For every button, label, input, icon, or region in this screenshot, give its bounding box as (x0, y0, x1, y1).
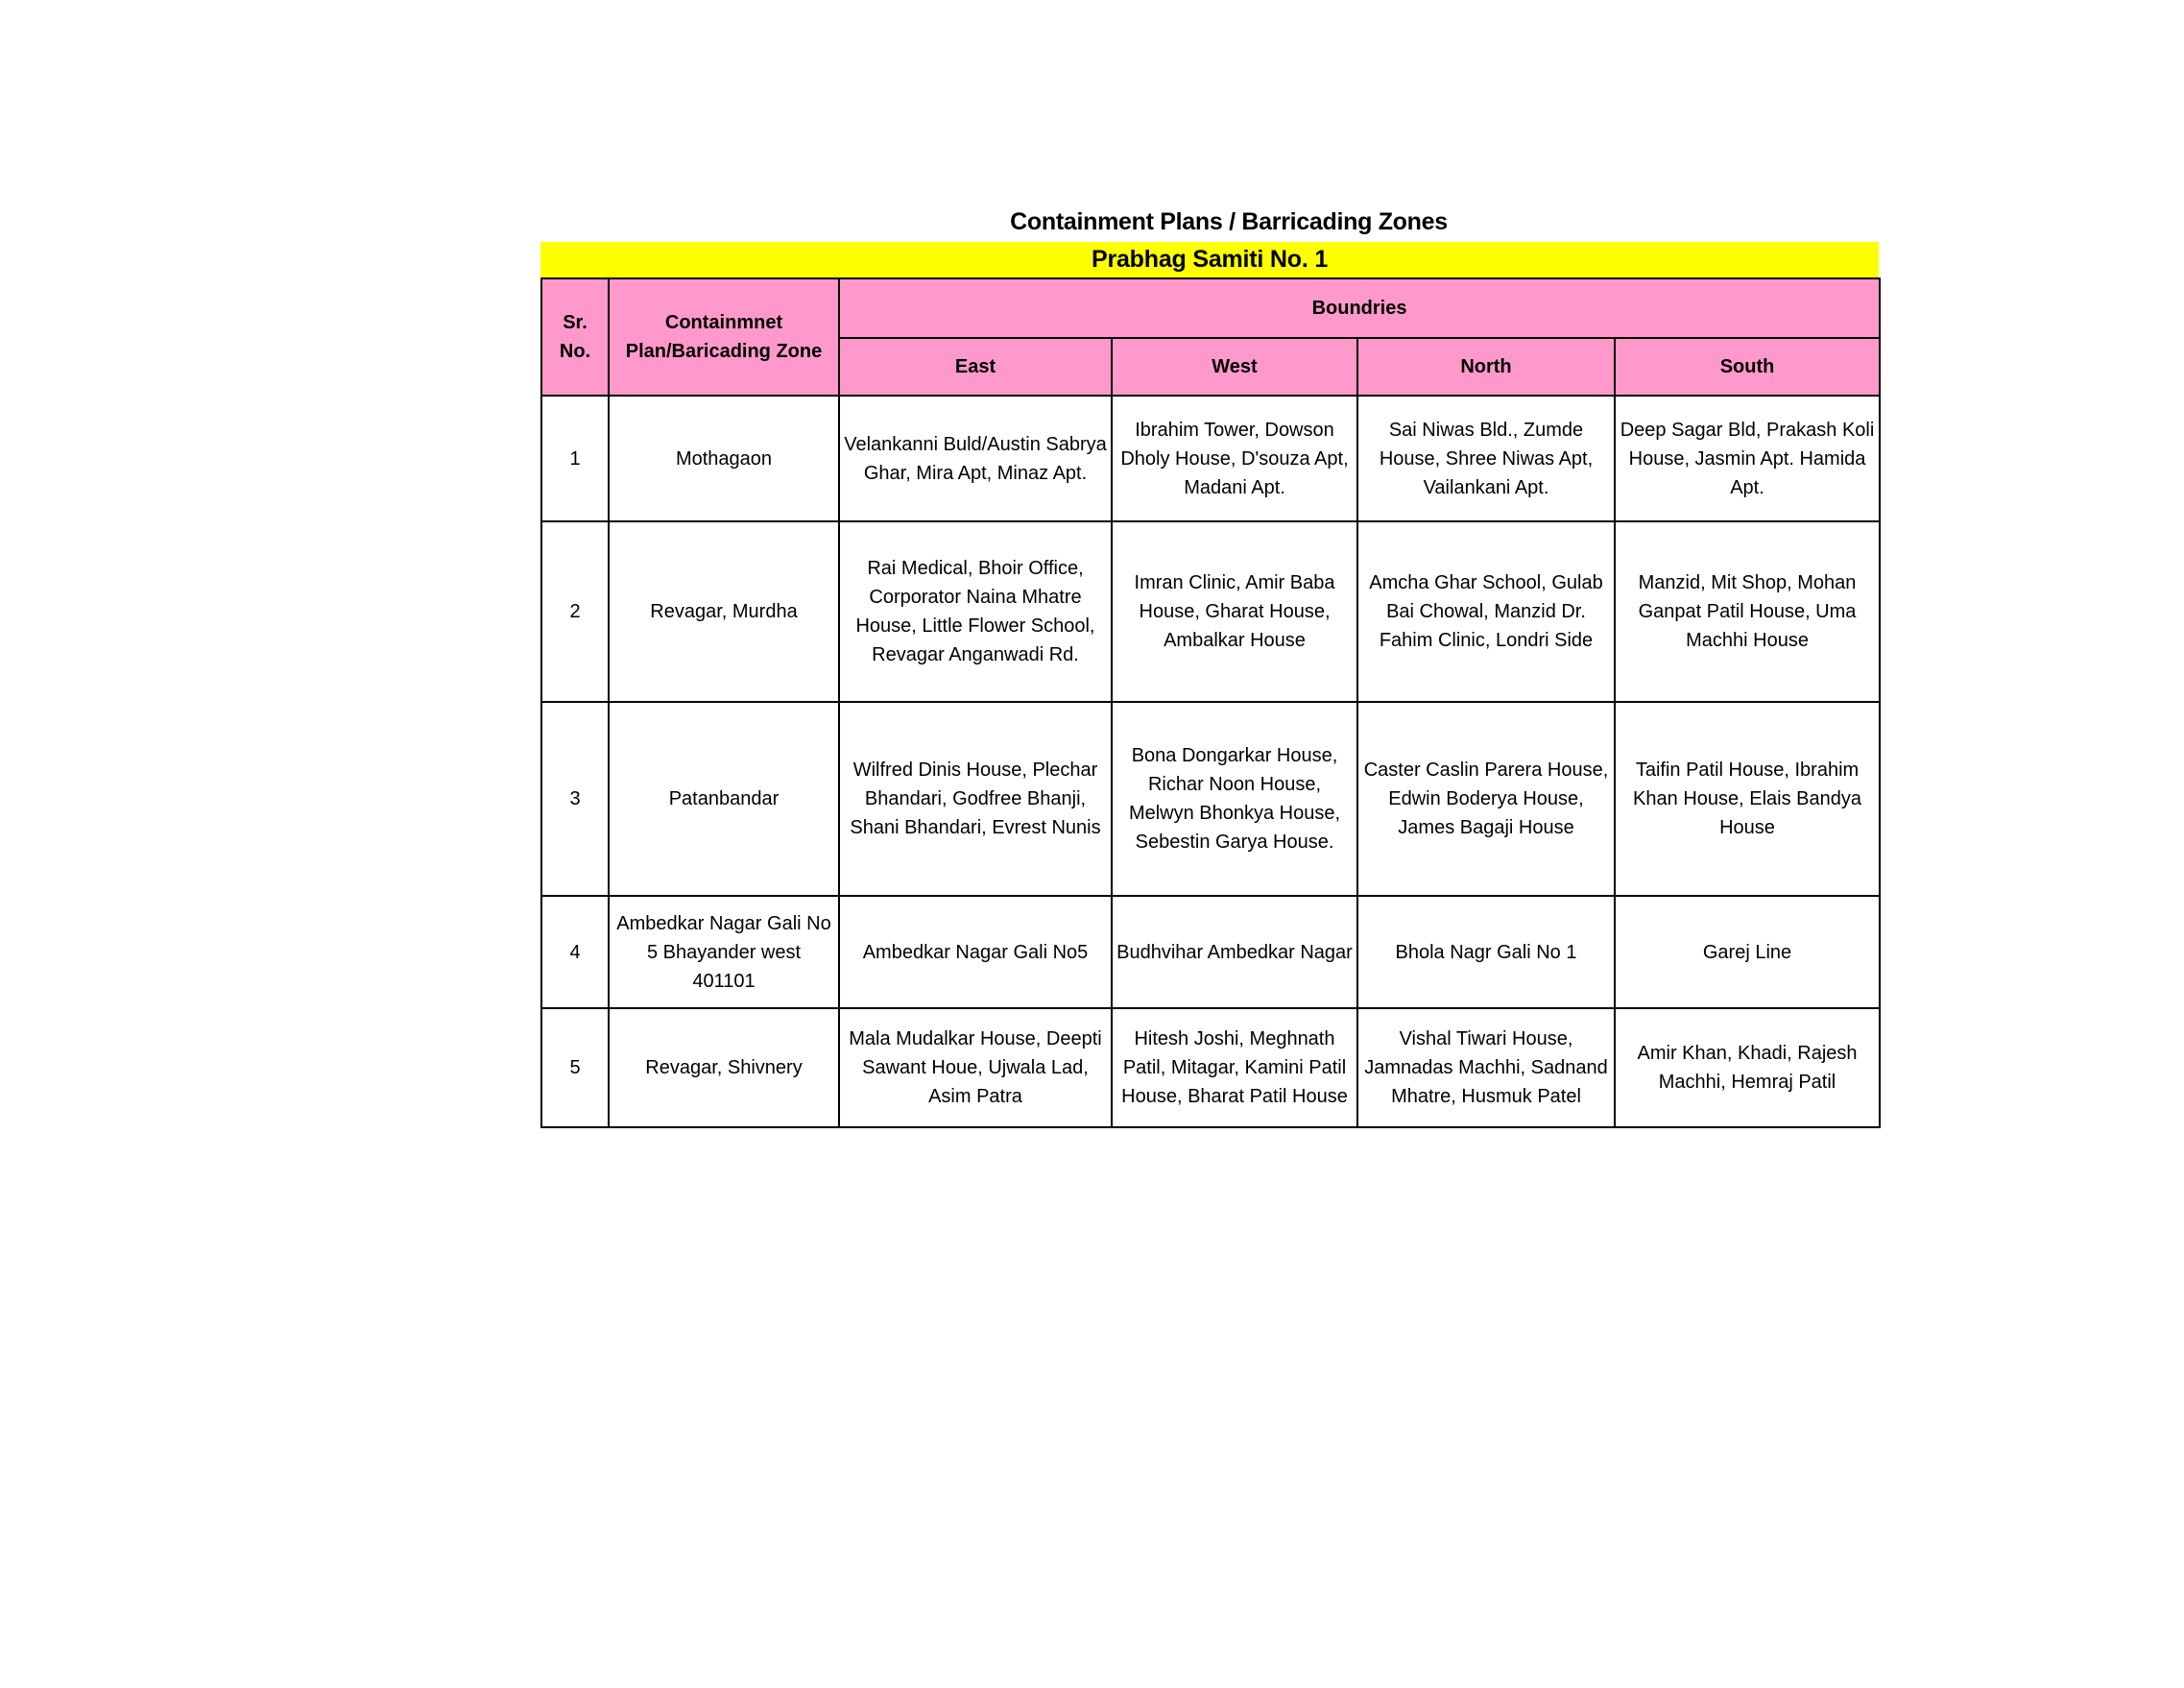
table-row (541, 521, 1880, 702)
cell-south: Manzid, Mit Shop, Mohan Ganpat Patil House, Uma Machhi House (1615, 521, 1880, 702)
header-west: West (1112, 338, 1357, 396)
cell-south: Deep Sagar Bld, Prakash Koli House, Jasmin Apt. Hamida Apt. (1615, 396, 1880, 521)
cell-west: Budhvihar Ambedkar Nagar (1112, 896, 1357, 1008)
containment-zones-table (540, 277, 1881, 1128)
cell-east: Wilfred Dinis House, Plechar Bhandari, Godfree Bhanji, Shani Bhandari, Evrest Nunis (839, 702, 1112, 896)
header-south: South (1615, 338, 1880, 396)
cell-zone: Mothagaon (609, 396, 839, 521)
table-row (541, 1008, 1880, 1127)
cell-north: Sai Niwas Bld., Zumde House, Shree Niwas Apt, Vailankani Apt. (1357, 396, 1615, 521)
cell-sr-no: 3 (541, 702, 609, 896)
cell-north: Caster Caslin Parera House, Edwin Boderya House, James Bagaji House (1357, 702, 1615, 896)
table-row (541, 396, 1880, 521)
cell-north: Vishal Tiwari House, Jamnadas Machhi, Sadnand Mhatre, Husmuk Patel (1357, 1008, 1615, 1127)
cell-west: Imran Clinic, Amir Baba House, Gharat House, Ambalkar House (1112, 521, 1357, 702)
cell-south: Amir Khan, Khadi, Rajesh Machhi, Hemraj Patil (1615, 1008, 1880, 1127)
cell-west: Ibrahim Tower, Dowson Dholy House, D'souza Apt, Madani Apt. (1112, 396, 1357, 521)
table-row (541, 702, 1880, 896)
cell-east: Rai Medical, Bhoir Office, Corporator Naina Mhatre House, Little Flower School, Revagar Anganwadi Rd. (839, 521, 1112, 702)
samiti-banner: Prabhag Samiti No. 1 (540, 242, 1879, 277)
cell-east: Mala Mudalkar House, Deepti Sawant Houe, Ujwala Lad, Asim Patra (839, 1008, 1112, 1127)
cell-west: Hitesh Joshi, Meghnath Patil, Mitagar, Kamini Patil House, Bharat Patil House (1112, 1008, 1357, 1127)
cell-south: Taifin Patil House, Ibrahim Khan House, Elais Bandya House (1615, 702, 1880, 896)
cell-zone: Patanbandar (609, 702, 839, 896)
cell-zone: Revagar, Shivnery (609, 1008, 839, 1127)
cell-north: Bhola Nagr Gali No 1 (1357, 896, 1615, 1008)
cell-zone: Ambedkar Nagar Gali No 5 Bhayander west 401101 (609, 896, 839, 1008)
table-row (541, 896, 1880, 1008)
header-zone: Containmnet Plan/Baricading Zone (609, 278, 839, 396)
cell-sr-no: 5 (541, 1008, 609, 1127)
cell-east: Ambedkar Nagar Gali No5 (839, 896, 1112, 1008)
header-north: North (1357, 338, 1615, 396)
cell-sr-no: 2 (541, 521, 609, 702)
cell-south: Garej Line (1615, 896, 1880, 1008)
cell-west: Bona Dongarkar House, Richar Noon House, Melwyn Bhonkya House, Sebestin Garya House. (1112, 702, 1357, 896)
cell-north: Amcha Ghar School, Gulab Bai Chowal, Manzid Dr. Fahim Clinic, Londri Side (1357, 521, 1615, 702)
header-row (541, 278, 1880, 338)
cell-sr-no: 4 (541, 896, 609, 1008)
cell-east: Velankanni Buld/Austin Sabrya Ghar, Mira Apt, Minaz Apt. (839, 396, 1112, 521)
cell-sr-no: 1 (541, 396, 609, 521)
header-boundaries: Boundries (839, 278, 1880, 338)
page-title: Containment Plans / Barricading Zones (1010, 208, 1448, 235)
header-sr-no: Sr. No. (541, 278, 609, 396)
document-sheet (540, 202, 1879, 1128)
header-east: East (839, 338, 1112, 396)
cell-zone: Revagar, Murdha (609, 521, 839, 702)
